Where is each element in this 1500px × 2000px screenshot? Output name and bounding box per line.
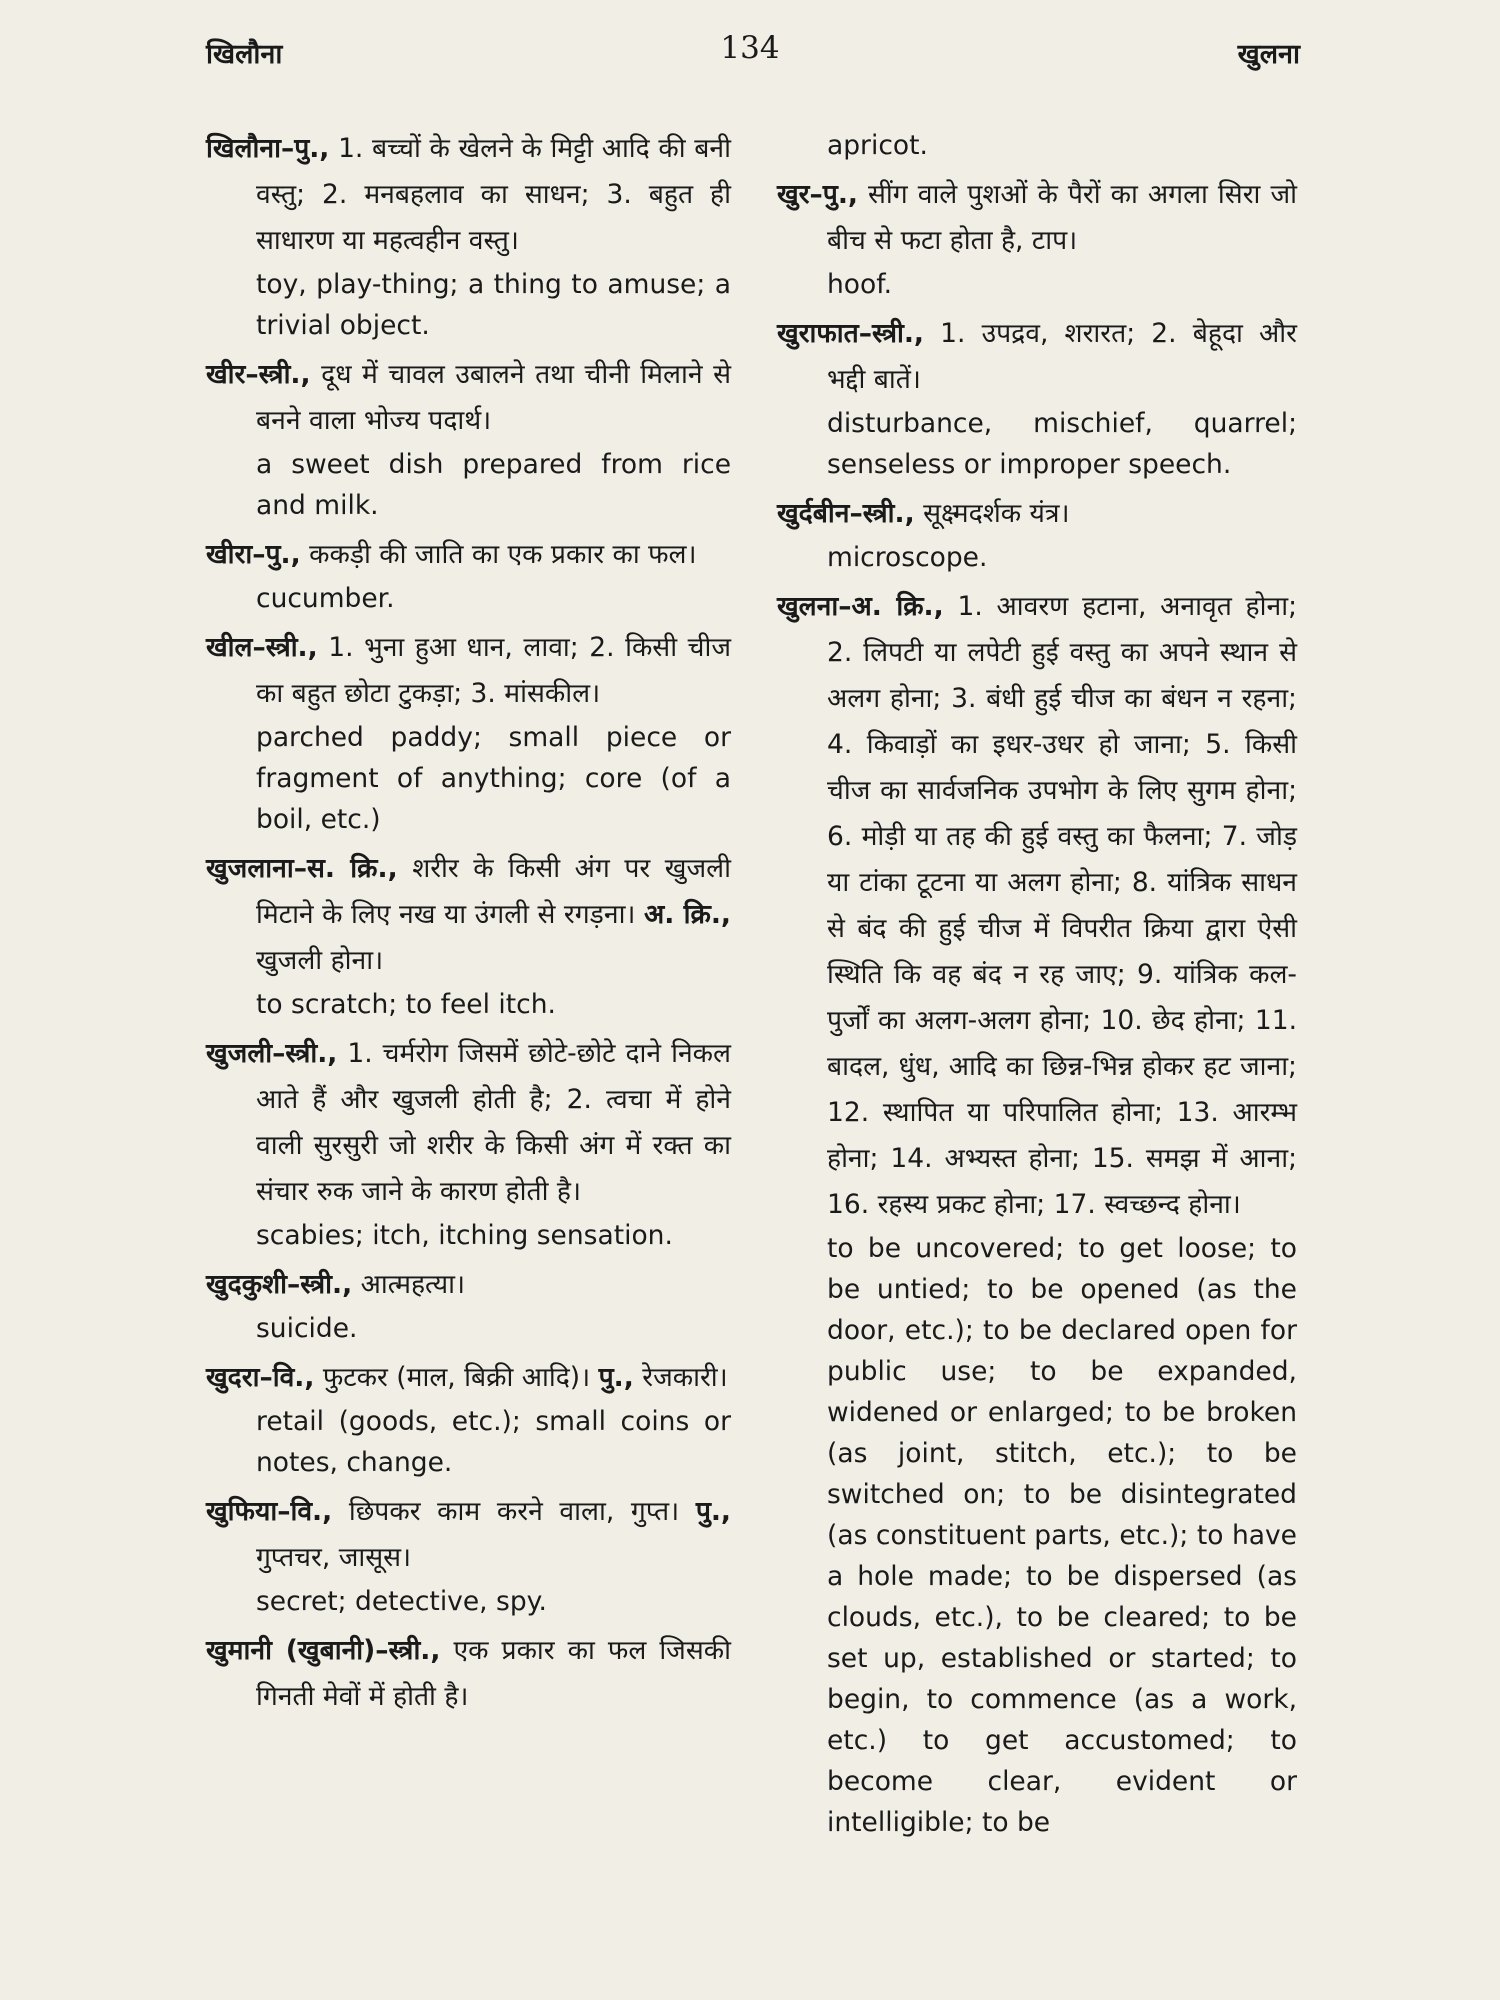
left-column (206, 126, 731, 1726)
dictionary-entry (206, 352, 731, 526)
grammar-label: अ. क्रि., (644, 899, 732, 930)
hindi-definition: फुटकर (माल, बिक्री आदि)। (322, 1362, 591, 1393)
hindi-definition: 1. उपद्रव, शरारत; 2. बेहूदा और भद्दी बातें। (827, 318, 1297, 395)
english-definition: cucumber. (256, 583, 395, 614)
hindi-definition-secondary: गुप्तचर, जासूस। (256, 1542, 412, 1573)
headword: खिलौना–पु., (206, 133, 330, 164)
hindi-definition: ककड़ी की जाति का एक प्रकार का फल। (309, 539, 697, 570)
dictionary-entry (206, 126, 731, 346)
dictionary-entry (206, 1355, 731, 1483)
hindi-definition: शरीर के किसी अंग पर खुजली मिटाने के लिए नख या उंगली से रगड़ना। (256, 853, 731, 930)
english-definition: to be uncovered; to get loose; to be untied; to be opened (as the door, etc.); to be declared open for public use; to be expanded, widened or enlarged; to be broken (as joint, stitch, etc.); to be switched on; to be disintegrated (as constituent parts, etc.); to have a hole made; to be dispersed (as clouds, etc.), to be cleared; to be set up, established or started; to begin, to commence (as a work, etc.) to get accustomed; to become clear, evident or intelligible; to be (827, 1233, 1297, 1838)
hindi-definition: दूध में चावल उबालने तथा चीनी मिलाने से बनने वाला भोज्य पदार्थ। (256, 359, 731, 436)
dictionary-entry (777, 311, 1297, 485)
english-definition: retail (goods, etc.); small coins or notes, change. (256, 1406, 731, 1478)
headword: खुराफात–स्त्री., (777, 318, 924, 349)
dictionary-entry (777, 584, 1297, 1843)
headword: खुलना–अ. क्रि., (777, 591, 944, 622)
headword: खुमानी (खुबानी)–स्त्री., (206, 1635, 441, 1666)
hindi-definition: सींग वाले पुशओं के पैरों का अगला सिरा जो बीच से फटा होता है, टाप। (827, 179, 1297, 256)
dictionary-entry (777, 172, 1297, 305)
page-number: 134 (720, 30, 780, 66)
running-head (0, 30, 1500, 80)
grammar-label: पु., (598, 1362, 634, 1393)
english-definition: parched paddy; small piece or fragment of anything; core (of a boil, etc.) (256, 722, 731, 835)
dictionary-entry (777, 491, 1297, 578)
hindi-definition: आत्महत्या। (360, 1269, 466, 1300)
headword: खुदकुशी–स्त्री., (206, 1269, 353, 1300)
hindi-definition: 1. भुना हुआ धान, लावा; 2. किसी चीज का बहुत छोटा टुकड़ा; 3. मांसकील। (256, 632, 731, 709)
headword: खीर–स्त्री., (206, 359, 311, 390)
dictionary-entry (206, 1031, 731, 1256)
hindi-definition: 1. चर्मरोग जिसमें छोटे-छोटे दाने निकल आते हैं और खुजली होती है; 2. त्वचा में होने वाली सुरसुरी जो शरीर के किसी अंग में रक्त का संचार रुक जाने के कारण होती है। (256, 1038, 731, 1207)
english-definition: hoof. (827, 269, 893, 300)
english-definition: microscope. (827, 542, 988, 573)
grammar-label: पु., (695, 1496, 731, 1527)
right-column (777, 126, 1297, 1849)
headword: खुजलाना–स. क्रि., (206, 853, 398, 884)
dictionary-entry (206, 625, 731, 840)
dictionary-entry (206, 532, 731, 619)
english-definition: to scratch; to feel itch. (256, 989, 556, 1020)
english-definition: disturbance, mischief, quarrel; senseless or improper speech. (827, 408, 1297, 480)
english-definition: a sweet dish prepared from rice and milk. (256, 449, 731, 521)
english-definition: secret; detective, spy. (256, 1586, 547, 1617)
headword: खुदरा–वि., (206, 1362, 315, 1393)
left-guide-word: खिलौना (206, 39, 283, 70)
dictionary-entry (206, 1628, 731, 1720)
english-definition: scabies; itch, itching sensation. (256, 1220, 673, 1251)
hindi-definition-secondary: रेजकारी। (642, 1362, 728, 1393)
hindi-definition: 1. आवरण हटाना, अनावृत होना; 2. लिपटी या लपेटी हुई वस्तु का अपने स्थान से अलग होना; 3. बंधी हुई चीज का बंधन न रहना; 4. किवाड़ों का इधर-उधर हो जाना; 5. किसी चीज का सार्वजनिक उपभोग के लिए सुगम होना; 6. मोड़ी या तह की हुई वस्तु का फैलना; 7. जोड़ या टांका टूटना या अलग होना; 8. यांत्रिक साधन से बंद की हुई चीज में विपरीत क्रिया द्वारा ऐसी स्थिति कि वह बंद न रह जाए; 9. यांत्रिक कल-पुर्जों का अलग-अलग होना; 10. छेद होना; 11. बादल, धुंध, आदि का छिन्न-भिन्न होकर हट जाना; 12. स्थापित या परिपालित होना; 13. आरम्भ होना; 14. अभ्यस्त होना; 15. समझ में आना; 16. रहस्य प्रकट होना; 17. स्वच्छन्द होना। (827, 591, 1297, 1220)
right-guide-word: खुलना (1237, 39, 1300, 70)
hindi-definition: एक प्रकार का फल जिसकी गिनती मेवों में होती है। (256, 1635, 731, 1712)
hindi-definition: 1. बच्चों के खेलने के मिट्टी आदि की बनी वस्तु; 2. मनबहलाव का साधन; 3. बहुत ही साधारण या महत्वहीन वस्तु। (256, 133, 731, 256)
headword: खुर–पु., (777, 179, 858, 210)
english-definition: toy, play-thing; a thing to amuse; a trivial object. (256, 269, 731, 341)
headword: खील–स्त्री., (206, 632, 318, 663)
hindi-definition-secondary: खुजली होना। (256, 945, 384, 976)
hindi-definition: छिपकर काम करने वाला, गुप्त। (348, 1496, 680, 1527)
english-definition: suicide. (256, 1313, 358, 1344)
headword: खुजली–स्त्री., (206, 1038, 338, 1069)
dictionary-entry (206, 846, 731, 1025)
dictionary-entry (206, 1489, 731, 1622)
continued-english-definition: apricot. (827, 130, 928, 161)
headword: खुफिया–वि., (206, 1496, 333, 1527)
headword: खीरा–पु., (206, 539, 301, 570)
headword: खुर्दबीन–स्त्री., (777, 498, 915, 529)
dictionary-entry (206, 1262, 731, 1349)
hindi-definition: सूक्ष्मदर्शक यंत्र। (923, 498, 1070, 529)
